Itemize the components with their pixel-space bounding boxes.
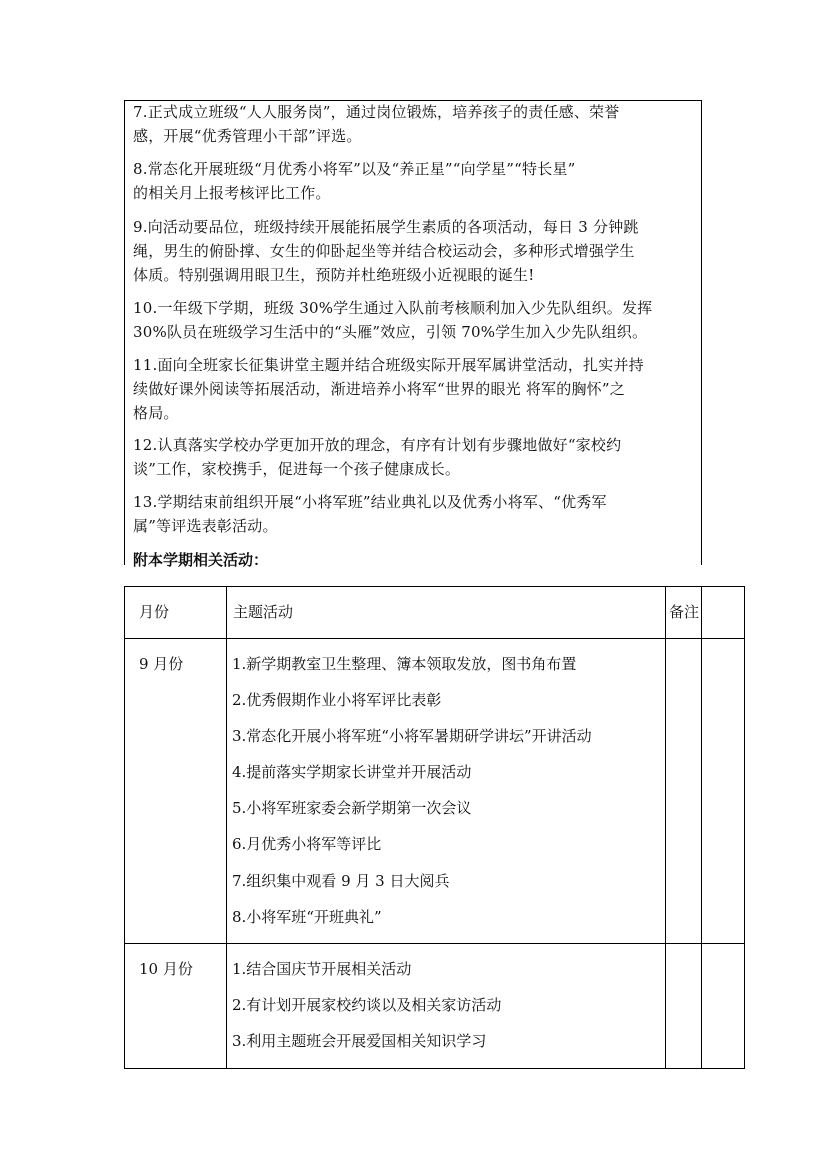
- paragraph-line: 绳，男生的俯卧撑、女生的仰卧起坐等并结合校运动会，多种形式增强学生: [133, 242, 635, 260]
- table-row-divider: [124, 638, 745, 639]
- table-border-left: [124, 586, 125, 1069]
- paragraph-line: 7.正式成立班级“人人服务岗”，通过岗位锻炼，培养孩子的责任感、荣誉: [133, 103, 620, 121]
- table-border-top: [124, 586, 745, 587]
- paragraph-line: 体质。特别强调用眼卫生，预防并杜绝班级小近视眼的诞生!: [133, 266, 535, 284]
- paragraph-line: 13.学期结束前组织开展“小将军班”结业典礼以及优秀小将军、“优秀军: [133, 493, 607, 511]
- paragraph-10: [133, 296, 695, 344]
- paragraph-8: [133, 157, 695, 205]
- paragraph-11: [133, 353, 695, 425]
- paragraph-line: 谈”工作，家校携手，促进每一个孩子健康成长。: [133, 460, 461, 478]
- table-column-divider: [226, 586, 227, 1069]
- paragraph-line: 8.常态化开展班级“月优秀小将军”以及“养正星”“向学星”“特长星”: [133, 160, 576, 178]
- table-border-bottom: [124, 1068, 745, 1069]
- paragraph-line: 12.认真落实学校办学更加开放的理念，有序有计划有步骤地做好“家校约: [133, 436, 622, 454]
- activity-item: 7.组织集中观看 9 月 3 日大阅兵: [232, 872, 450, 890]
- activity-item: 5.小将军班家委会新学期第一次会议: [232, 799, 472, 817]
- row-month-september: 9 月份: [139, 655, 184, 673]
- paragraph-line: 属”等评选表彰活动。: [133, 517, 278, 535]
- paragraph-line: 续做好课外阅读等拓展活动，渐进培养小将军“世界的眼光 将军的胸怀”之: [133, 380, 625, 398]
- table-column-divider: [665, 586, 666, 1069]
- paragraph-9: [133, 215, 695, 287]
- paragraph-line: 9.向活动要品位，班级持续开展能拓展学生素质的各项活动，每日 3 分钟跳: [133, 218, 639, 236]
- paragraph-line: 感，开展“优秀管理小干部”评选。: [133, 127, 362, 145]
- activity-item: 2.优秀假期作业小将军评比表彰: [232, 691, 442, 709]
- appendix-title: 附本学期相关活动：: [133, 551, 269, 569]
- paragraph-7: [133, 100, 695, 148]
- paragraph-line: 10.一年级下学期，班级 30%学生通过入队前考核顺利加入少先队组织。发挥: [133, 299, 653, 317]
- activity-item: 3.常态化开展小将军班“小将军暑期研学讲坛”开讲活动: [232, 727, 592, 745]
- activity-item: 6.月优秀小将军等评比: [232, 835, 382, 853]
- table-row-divider: [124, 943, 745, 944]
- paragraph-line: 格局。: [133, 404, 179, 422]
- activity-item: 1.新学期教室卫生整理、簿本领取发放，图书角布置: [232, 655, 577, 673]
- activity-item: 2.有计划开展家校约谈以及相关家访活动: [232, 996, 502, 1014]
- table-column-divider: [701, 586, 702, 1069]
- activity-item: 3.利用主题班会开展爱国相关知识学习: [232, 1032, 487, 1050]
- paragraph-line: 11.面向全班家长征集讲堂主题并结合班级实际开展军属讲堂活动，扎实并持: [133, 356, 644, 374]
- paragraph-line: 30%队员在班级学习生活中的“头雁”效应，引领 70%学生加入少先队组织。: [133, 323, 648, 341]
- activity-item: 1.结合国庆节开展相关活动: [232, 960, 412, 978]
- header-theme: 主题活动: [233, 603, 294, 621]
- row-month-october: 10 月份: [139, 960, 193, 978]
- header-note: 备注: [669, 603, 700, 621]
- paragraph-13: [133, 490, 695, 538]
- activity-item: 8.小将军班“开班典礼”: [232, 908, 382, 926]
- table-border-right: [744, 586, 745, 1069]
- paragraph-line: 的相关月上报考核评比工作。: [133, 184, 331, 202]
- header-month: 月份: [139, 603, 170, 621]
- activity-item: 4.提前落实学期家长讲堂并开展活动: [232, 763, 472, 781]
- paragraph-12: [133, 433, 695, 481]
